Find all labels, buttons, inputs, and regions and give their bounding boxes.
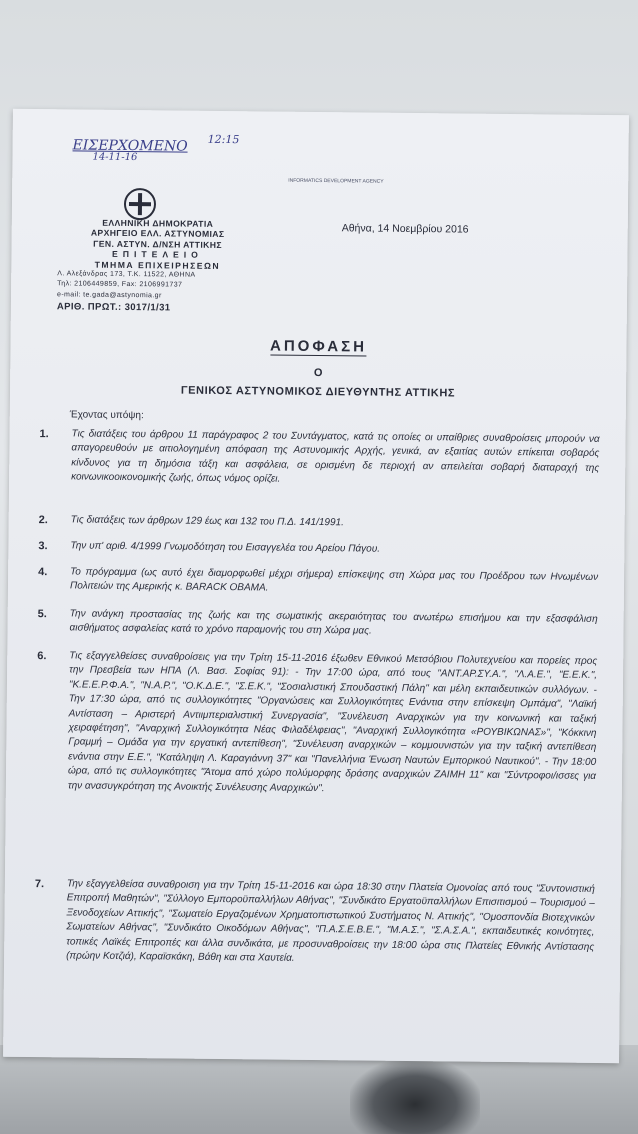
list-item [39, 427, 600, 490]
item-text: Τις διατάξεις του άρθρου 11 παράγραφος 2 του Συντάγματος, κατά τις οποίες οι υπαίθριες συναθροίσεις μπορούν να απαγορευθούν με αιτιολογημένη απόφαση της Αστυνομικής Αρχής, γενικά, αν εξαιτίας αυτών επίκειται σοβαρός κίνδυνος για τη δημόσια τάξη και ασφάλεια, σε ορισμένη δε περιοχή αν απειλείται σοβαρή διαταραχή της κοινωνικοοικονομικής ζωής, όπως νόμος ορίζει. [71, 428, 600, 485]
list-item [37, 607, 597, 642]
item-text: Τις εξαγγελθείσες συναθροίσεις για την Τρίτη 15-11-2016 έξωθεν Εθνικού Μετσόβιου Πολυτεχνείου και πορείες προς την Πρεσβεία των ΗΠΑ (Λ. Βασ. Σοφίας 91): - Την 17:00 ώρα, από τους "ΑΝΤ.ΑΡ.ΣΥ.Α.", "Λ.Α.Ε.", "Ε.Ε.Κ.", "Κ.Ε.Ε.Ρ.Φ.Α.", "Ν.Α.Ρ.", "Ο.Κ.Δ.Ε.", "Σ.Ε.Κ.", "Σοσιαλιστική Σπουδαστική Πάλη" και μέλη εκπαιδευτικών συλλόγων. - Την 17:30 ώρα, από τις συλλογικότητες "Οργανώσεις και Συλλογικότητες Ενάντια στην επίσκεψη Ομπάμα", "Λαϊκή Αντίσταση – Αριστερή Αντιιμπεριαλιστική Συνεργασία", "Συνέλευση Αναρχικών για την κοινωνική και ταξική χειραφέτηση", "Αναρχική Συλλογικότητα Νέας Φιλαδέλφειας", "Αναρχική Συλλογικότητα «ΡΟΥΒΙΚΩΝΑΣ»", "Κόκκινη Γραμμή – Ομάδα για την εργατική αντεπίθεση", "Συνέλευση αναρχικών – κομμουνιστών για την ταξική αντεπίθεση ενάντια στην Ε.Ε.", "Κατάληψη Λ. Καραγιάννη 37" και "Πανελλήνια Ένωση Ναυτών Εμπορικού Ναυτικού". - Την 18:00 ώρα, από τις συλλογικότητες "Άτομα από χώρο πολύμορφης δράσης αναρχικών ΖΑΙΜΗ 11" και "Σύντροφοι/ισσες για την ανασυγκρότηση της Ανοικτής Συνέλευσης Αναρχικών". [67, 650, 598, 794]
item-text: Την εξαγγελθείσα συναθροιση για την Τρίτη 15-11-2016 και ώρα 18:30 στην Πλατεία Ομονοίας από τους "Συντονιστική Επιτροπή Μαθητών", "Σύλλογο Εμποροϋπαλλήλων Αθήνας", "Συνδικάτο Εργατοϋπαλλήλων Επισιτισμού – Τουρισμού – Ξενοδοχείων Αττικής", "Σωματείο Εργαζομένων Χρηματοπιστωτικού Συστήματος Ν. Αττικής", "Ομοσπονδία Βιοτεχνικών Σωματείων Αθήνας", "Συνδικάτο Οικοδόμων Αθήνας", "Π.Α.Σ.Ε.Β.Ε.", "Μ.Α.Σ.", "Σ.Α.Σ.Α.", εκπαιδευτικές κοινότητες, τοπικές Λαϊκές Επιτροπές και άλλα συνδικάτα, με προσυναθροίσεις την 18:00 ώρα στις Πλατείες Εθνικής Αντίστασης (πρώην Κοτζιά), Καραϊσκάκη, Βάθη και στα Χαυτεία. [66, 878, 595, 964]
item-number: 4. [38, 566, 48, 579]
list-item [34, 877, 595, 969]
letterhead-line: ΓΕΝ. ΑΣΤΥΝ. Δ/ΝΣΗ ΑΤΤΙΚΗΣ [93, 238, 222, 250]
received-stamp: INFORMATICS DEVELOPMENT AGENCY [288, 177, 384, 185]
subtitle-article: Ο [313, 366, 323, 380]
item-number: 7. [34, 878, 45, 891]
item-number: 1. [39, 428, 49, 441]
list-item [38, 565, 598, 600]
list-item [36, 649, 597, 799]
letterhead-line: ΕΛΛΗΝΙΚΗ ΔΗΜΟΚΡΑΤΙΑ [102, 217, 214, 229]
handwritten-date: 14-11-16 [92, 151, 138, 164]
item-text: Το πρόγραμμα (ως αυτό έχει διαμορφωθεί μέχρι σήμερα) επίσκεψης στη Χώρα μας του Προέδρου των Ηνωμένων Πολιτειών της Αμερικής κ. BARACK OBAMA. [69, 566, 599, 594]
letterhead-line: ΑΡΧΗΓΕΙΟ ΕΛΛ. ΑΣΤΥΝΟΜΙΑΣ [90, 228, 225, 240]
protocol-number: ΑΡΙΘ. ΠΡΩΤ.: 3017/1/31 [56, 301, 171, 314]
letterhead-email: e-mail: te.gada@astynomia.gr [57, 291, 162, 300]
document-date: Αθήνα, 14 Νοεμβρίου 2016 [341, 222, 469, 236]
item-number: 2. [38, 514, 48, 527]
item-number: 3. [38, 540, 48, 553]
letterhead-address: Λ. Αλεξάνδρας 173, Τ.Κ. 11522, ΑΘΗΝΑ [57, 270, 196, 279]
document-page [3, 109, 629, 1063]
letterhead-line: ΕΠΙΤΕΛΕΙΟ [111, 249, 203, 261]
intro-text: Έχοντας υπόψη: [69, 409, 144, 422]
subtitle: ΓΕΝΙΚΟΣ ΑΣΤΥΝΟΜΙΚΟΣ ΔΙΕΥΘΥΝΤΗΣ ΑΤΤΙΚΗΣ [180, 384, 456, 400]
title-text: ΑΠΟΦΑΣΗ [269, 337, 368, 356]
list-item [38, 539, 598, 559]
handwritten-time: 12:15 [207, 132, 240, 147]
item-number: 5. [37, 608, 47, 621]
letterhead-line: ΤΜΗΜΑ ΕΠΙΧΕΙΡΗΣΕΩΝ [94, 259, 221, 271]
handwritten-annotation [72, 132, 272, 169]
item-text: Την υπ' αριθ. 4/1999 Γνωμοδότηση του Εισαγγελέα του Αρείου Πάγου. [70, 540, 381, 555]
coat-of-arms-icon [124, 188, 156, 220]
page-title [10, 335, 626, 358]
list-item [39, 513, 599, 533]
letterhead [57, 217, 258, 315]
item-text: Την ανάγκη προστασίας της ζωής και της σωματικής ακεραιότητας του ανωτέρω επισήμου και την εξασφάλιση αισθήματος ασφαλείας κατά το χρόνο παραμονής του στη Χώρα μας. [69, 608, 598, 637]
handwritten-stamp: ΕΙΣΕΡΧΟΜΕΝΟ [72, 137, 188, 155]
item-text: Τις διατάξεις των άρθρων 129 έως και 132 του Π.Δ. 141/1991. [70, 514, 344, 529]
letterhead-phone: Τηλ: 2106449859, Fax: 2106991737 [57, 280, 183, 290]
dark-object [350, 1060, 480, 1134]
item-number: 6. [37, 650, 47, 663]
